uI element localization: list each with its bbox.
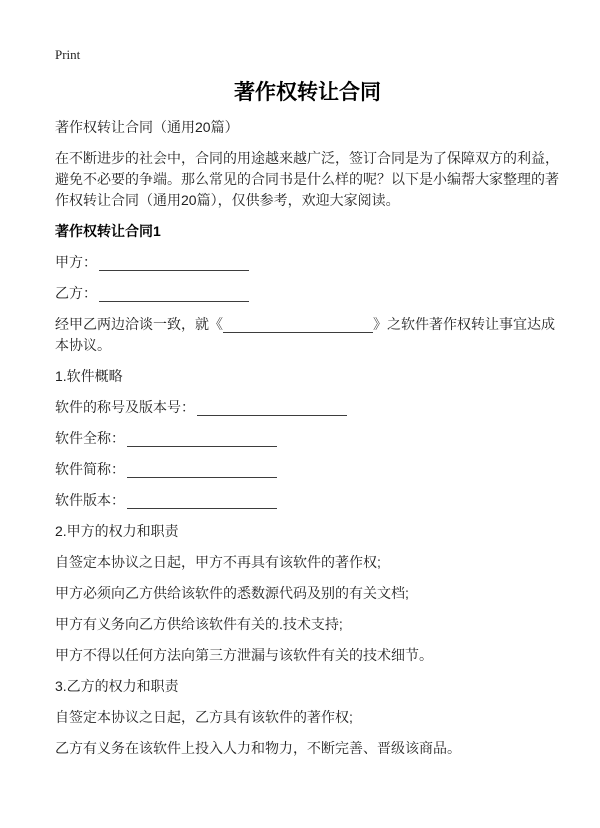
contract-document	[55, 46, 560, 759]
agreement-paragraph	[55, 314, 560, 356]
section3-heading: 3.乙方的权力和职责	[55, 678, 179, 694]
party-b-row	[55, 283, 560, 304]
software-version-blank-line	[127, 494, 277, 509]
section2-heading: 2.甲方的权力和职责	[55, 523, 179, 539]
software-short-name-row	[55, 459, 560, 480]
section2-clause-3: 甲方有义务向乙方供给该软件有关的.技术支持;	[55, 616, 343, 632]
print-button[interactable]: Print	[55, 47, 81, 62]
contract-section-heading: 著作权转让合同1	[55, 223, 161, 239]
section2-clause-4: 甲方不得以任何方法向第三方泄漏与该软件有关的技术细节。	[55, 647, 433, 663]
software-short-name-label: 软件简称：	[55, 461, 125, 477]
document-subtitle: 著作权转让合同（通用20篇）	[55, 119, 239, 135]
software-short-name-blank-line	[127, 463, 277, 478]
software-full-name-label: 软件全称：	[55, 430, 125, 446]
intro-paragraph: 在不断进步的社会中，合同的用途越来越广泛，签订合同是为了保障双方的利益，避免不必要的争端。那么常见的合同书是什么样的呢？以下是小编帮大家整理的著作权转让合同（通用20篇），仅供参考，欢迎大家阅读。	[55, 150, 559, 208]
software-name-version-row	[55, 397, 560, 418]
software-version-row	[55, 490, 560, 511]
page-title: 著作权转让合同	[234, 81, 381, 104]
software-version-label: 软件版本：	[55, 492, 125, 508]
software-title-blank-line	[223, 318, 373, 333]
party-b-label: 乙方：	[55, 285, 97, 301]
section2-clause-2: 甲方必须向乙方供给该软件的悉数源代码及别的有关文档;	[55, 585, 409, 601]
agreement-suffix: 》之软件著作权转让事宜达成本协议。	[55, 316, 555, 353]
party-b-blank-line	[99, 287, 249, 302]
party-a-row	[55, 252, 560, 273]
party-a-label: 甲方：	[55, 254, 97, 270]
section3-clause-1: 自签定本协议之日起，乙方具有该软件的著作权;	[55, 709, 353, 725]
software-name-version-blank-line	[197, 401, 347, 416]
section2-clause-1: 自签定本协议之日起，甲方不再具有该软件的著作权;	[55, 554, 381, 570]
software-full-name-row	[55, 428, 560, 449]
section3-clause-2: 乙方有义务在该软件上投入人力和物力，不断完善、晋级该商品。	[55, 740, 461, 756]
section1-heading: 1.软件概略	[55, 368, 123, 384]
agreement-prefix: 经甲乙两边洽谈一致，就《	[55, 316, 223, 332]
software-name-version-label: 软件的称号及版本号：	[55, 399, 195, 415]
software-full-name-blank-line	[127, 432, 277, 447]
party-a-blank-line	[99, 256, 249, 271]
